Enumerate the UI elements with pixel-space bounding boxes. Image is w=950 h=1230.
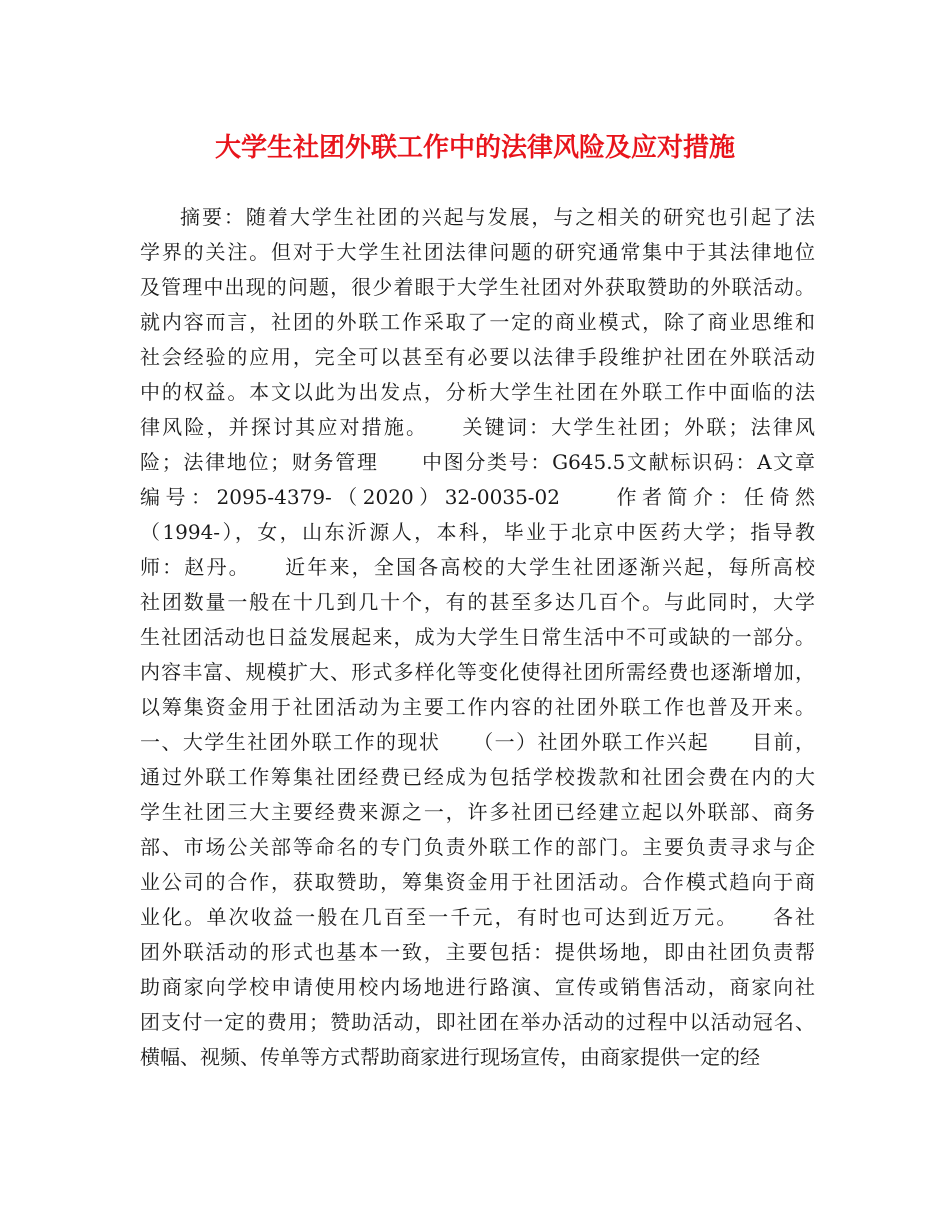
body-line: 团支付一定的费用；赞助活动，即社团在举办活动的过程中以活动冠名、 [140,1010,815,1034]
body-line: 社会经验的应用，完全可以甚至有必要以法律手段维护社团在外联活动 [140,345,815,369]
body-line: 内容丰富、规模扩大、形式多样化等变化使得社团所需经费也逐渐增加， [140,660,815,684]
body-line: 师：赵丹。 近年来，全国各高校的大学生社团逐渐兴起，每所高校 [140,555,815,579]
body-line: 横幅、视频、传单等方式帮助商家进行现场宣传，由商家提供一定的经 [140,1045,760,1069]
document-title: 大学生社团外联工作中的法律风险及应对措施 [214,133,735,163]
body-line: 律风险，并探讨其应对措施。 关键词：大学生社团；外联；法律风 [140,415,815,439]
body-line: 编号：2095-4379-（2020）32-0035-02 作者简介：任倚然 [140,485,815,509]
body-line: 学界的关注。但对于大学生社团法律问题的研究通常集中于其法律地位 [140,240,815,264]
body-line: 学生社团三大主要经费来源之一，许多社团已经建立起以外联部、商务 [140,800,815,824]
body-line: 就内容而言，社团的外联工作采取了一定的商业模式，除了商业思维和 [140,310,815,334]
body-line: 通过外联工作筹集社团经费已经成为包括学校拨款和社团会费在内的大 [140,765,815,789]
body-line: 社团数量一般在十几到几十个，有的甚至多达几百个。与此同时，大学 [140,590,815,614]
body-line: 险；法律地位；财务管理 中图分类号：G645.5文献标识码：A文章 [140,450,815,474]
body-line: 一、大学生社团外联工作的现状 （一）社团外联工作兴起 目前， [140,730,815,754]
body-line: 业公司的合作，获取赞助，筹集资金用于社团活动。合作模式趋向于商 [140,870,815,894]
body-line: （1994-），女，山东沂源人，本科，毕业于北京中医药大学；指导教 [140,520,815,544]
body-line: 助商家向学校申请使用校内场地进行路演、宣传或销售活动，商家向社 [140,975,815,999]
body-line: 及管理中出现的问题，很少着眼于大学生社团对外获取赞助的外联活动。 [140,275,815,299]
body-line: 摘要：随着大学生社团的兴起与发展，与之相关的研究也引起了法 [180,205,815,229]
body-line: 团外联活动的形式也基本一致，主要包括：提供场地，即由社团负责帮 [140,940,815,964]
body-line: 部、市场公关部等命名的专门负责外联工作的部门。主要负责寻求与企 [140,835,815,859]
body-line: 生社团活动也日益发展起来，成为大学生日常生活中不可或缺的一部分。 [140,625,815,649]
body-line: 以筹集资金用于社团活动为主要工作内容的社团外联工作也普及开来。 [140,695,815,719]
body-line: 业化。单次收益一般在几百至一千元，有时也可达到近万元。 各社 [140,905,815,929]
body-line: 中的权益。本文以此为出发点，分析大学生社团在外联工作中面临的法 [140,380,815,404]
